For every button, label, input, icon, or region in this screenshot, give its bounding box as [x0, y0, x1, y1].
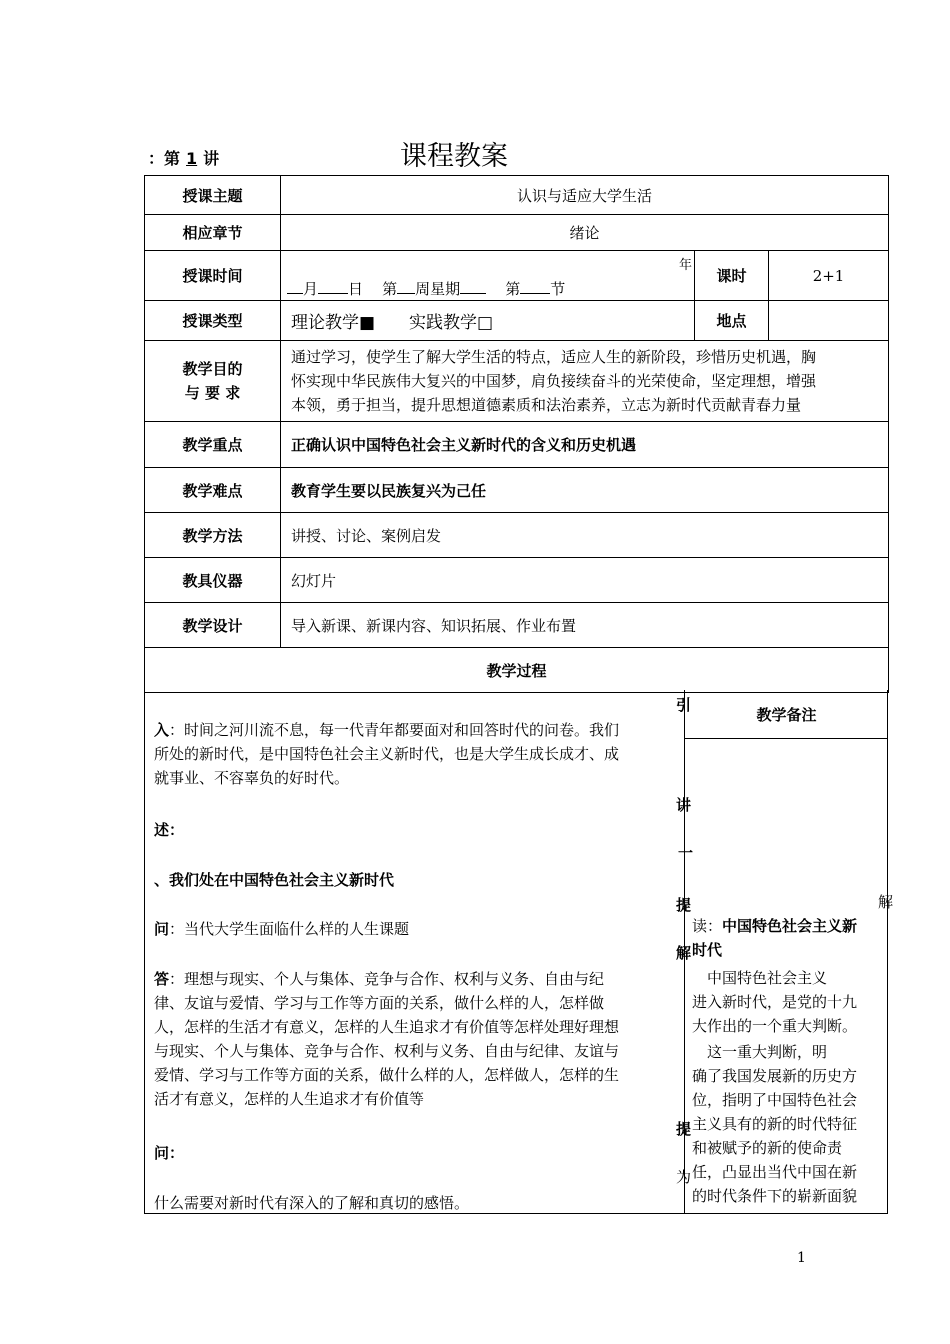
design-label: 教学设计 [145, 603, 281, 648]
notes-header-divider [684, 738, 888, 739]
lecture-heading: 述： [154, 821, 185, 839]
side-mark-wei: 为 [676, 1168, 692, 1186]
time-year: 年 [678, 258, 692, 273]
method-value: 讲授、讨论、案例启发 [281, 513, 889, 558]
chapter-label: 相应章节 [145, 215, 281, 251]
time-value [281, 251, 695, 301]
goal-value: 通过学习，使学生了解大学生活的特点，适应人生的新阶段，珍惜历史机遇，胸 怀实现中华民族伟大复兴的中国梦，肩负接续奋斗的光荣使命，坚定理想，增强 本领，勇于担当，提升思想道德素质和法治素养，立志为新时代贡献青春力量 [281, 341, 889, 422]
notes-line-4: 进入新时代，是党的十九 [692, 993, 858, 1011]
key-point-value: 正确认识中国特色社会主义新时代的含义和历史机遇 [281, 422, 889, 468]
page-title: 课程教案 [400, 141, 508, 172]
type-value: 理论教学■ 实践教学□ [281, 301, 695, 341]
answer-line-3: 人，怎样的生活才有意义，怎样的人生追求才有价值等怎样处理好理想 [154, 1018, 620, 1036]
method-label: 教学方法 [145, 513, 281, 558]
answer-line-2: 律、友谊与爱情、学习与工作等方面的关系，做什么样的人，怎样做 [154, 994, 605, 1012]
notes-line-2: 时代 [692, 941, 723, 959]
side-mark-jie: 解 [676, 944, 692, 962]
tools-label: 教具仪器 [145, 558, 281, 603]
notes-mark-jie: 解 [878, 893, 894, 911]
tools-value: 幻灯片 [281, 558, 889, 603]
notes-line-3: 中国特色社会主义 [692, 969, 828, 987]
answer-line-5: 爱情、学习与工作等方面的关系，做什么样的人，怎样做人，怎样的生 [154, 1066, 620, 1084]
section-heading: 、我们处在中国特色社会主义新时代 [154, 871, 395, 889]
notes-line-9: 主义具有的新的时代特征 [692, 1115, 858, 1133]
notes-line-1: 读：中国特色社会主义新 [692, 917, 858, 935]
lecture-number-heading [148, 146, 219, 169]
notes-line-8: 位，指明了中国特色社会 [692, 1091, 858, 1109]
goal-label: 教学目的 与 要 求 [145, 341, 281, 422]
side-mark-yi: 一 [678, 844, 694, 862]
side-mark-jiang: 讲 [676, 796, 692, 814]
intro-line-3: 就事业、不容辜负的好时代。 [154, 769, 350, 787]
notes-line-12: 的时代条件下的崭新面貌 [692, 1187, 858, 1205]
notes-line-10: 和被赋予的新的使命责 [692, 1139, 843, 1157]
question-2: 问： [154, 1144, 185, 1162]
process-heading: 教学过程 [145, 648, 889, 693]
side-mark-ti-1: 提 [676, 896, 692, 914]
difficulty-label: 教学难点 [145, 468, 281, 513]
page-number: 1 [797, 1250, 806, 1266]
topic-label: 授课主题 [145, 176, 281, 215]
topic-value: 认识与适应大学生活 [281, 176, 889, 215]
chapter-value: 绪论 [281, 215, 889, 251]
intro-line-2: 所处的新时代，是中国特色社会主义新时代，也是大学生成长成才、成 [154, 745, 620, 763]
side-mark-ti-2: 提 [676, 1120, 692, 1138]
answer-line-1: 答：理想与现实、个人与集体、竞争与合作、权利与义务、自由与纪 [154, 970, 605, 988]
place-value [769, 301, 889, 341]
course-info-table [144, 175, 889, 693]
hours-value: 2+1 [769, 251, 889, 301]
notes-line-7: 确了我国发展新的历史方 [692, 1067, 858, 1085]
answer-line-6: 活才有意义，怎样的人生追求才有价值等 [154, 1090, 425, 1108]
answer-line-4: 与现实、个人与集体、竞争与合作、权利与义务、自由与纪律、友谊与 [154, 1042, 620, 1060]
question-1: 问：当代大学生面临什么样的人生课题 [154, 920, 410, 938]
place-label: 地点 [695, 301, 769, 341]
intro-line-1: 入：时间之河川流不息，每一代青年都要面对和回答时代的问卷。我们 [154, 721, 620, 739]
lecture-prefix: ：第 [148, 149, 181, 168]
time-line: 月 日 第 周星期 第 节 [287, 278, 565, 299]
hours-label: 课时 [695, 251, 769, 301]
notes-line-11: 任，凸显出当代中国在新 [692, 1163, 858, 1181]
lecture-suffix: 讲 [203, 149, 220, 168]
type-label: 授课类型 [145, 301, 281, 341]
lecture-number: 1 [186, 149, 198, 168]
side-mark-yin: 引 [676, 696, 692, 714]
difficulty-value: 教育学生要以民族复兴为己任 [281, 468, 889, 513]
key-point-label: 教学重点 [145, 422, 281, 468]
notes-title: 教学备注 [756, 706, 817, 724]
time-label: 授课时间 [145, 251, 281, 301]
last-line: 什么需要对新时代有深入的了解和真切的感悟。 [154, 1194, 470, 1212]
design-value: 导入新课、新课内容、知识拓展、作业布置 [281, 603, 889, 648]
notes-line-6: 这一重大判断，明 [692, 1043, 828, 1061]
notes-line-5: 大作出的一个重大判断。 [692, 1017, 858, 1035]
